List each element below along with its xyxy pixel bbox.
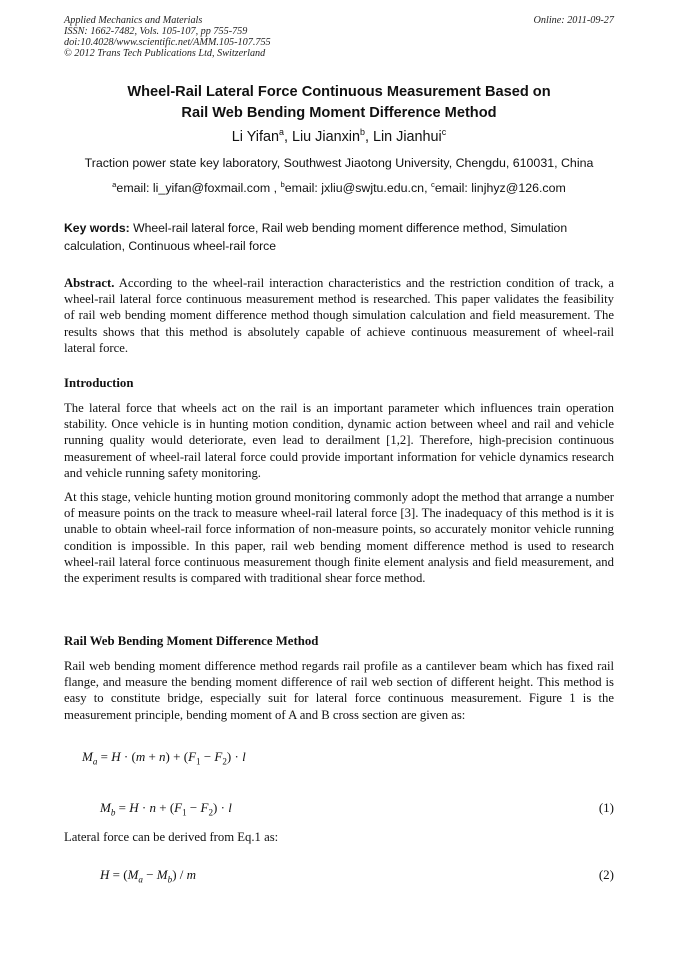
- email-sup: a: [112, 179, 117, 189]
- author-sup: a: [279, 127, 284, 138]
- author-name: Lin Jianhui: [372, 129, 442, 145]
- section-heading-introduction: Introduction: [64, 376, 134, 390]
- equation-number-1: (1): [598, 800, 614, 815]
- email-sup: b: [280, 179, 285, 189]
- equation-mb: $M_b = H \cdot n + (F_1 - F_2) \cdot l$: [100, 800, 232, 818]
- equation-number-2: (2): [598, 867, 614, 882]
- author-sup: b: [359, 127, 365, 138]
- email-a[interactable]: email: li_yifan@foxmail.com: [116, 181, 271, 195]
- intro-paragraph-2: At this stage, vehicle hunting motion ground monitoring commonly adopt the method that arrange a number of measure points on the track to measure wheel-rail lateral force [3]. The inadequacy of this method is it is unable to obtain wheel-rail force information of non-measure points, so accurately monitor vehicle running condition is impossible. In this paper, rail web bending moment difference method is used to research wheel-rail lateral force continuous measurement though finite element analysis and field measurement, and the experiment results is compared with traditional shear force method.: [64, 490, 614, 586]
- doi-line[interactable]: doi:10.4028/www.scientific.net/AMM.105-107.755: [64, 37, 271, 48]
- email-c[interactable]: email: linjhyz@126.com: [434, 181, 566, 195]
- title-line-2: Rail Web Bending Moment Difference Method: [181, 105, 497, 121]
- journal-header: [64, 15, 271, 59]
- abstract-text: According to the wheel-rail interaction characteristics and the restriction condition of track, a wheel-rail lateral force continuous measurement method is researched. This paper validates the feasibility of rail web bending moment difference method though simulation calculation and field measurement. The results shows that this method is absolutely capable of achieve continuous measurement of wheel-rail lateral force.: [64, 276, 614, 355]
- online-date: Online: 2011-09-27: [533, 15, 614, 26]
- abstract-label: Abstract.: [64, 276, 115, 290]
- email-sup: c: [430, 179, 435, 189]
- journal-name: Applied Mechanics and Materials: [64, 15, 203, 26]
- method-paragraph-1: Rail web bending moment difference method regards rail profile as a cantilever beam which has fixed rail flange, and measure the bending moment difference of rail web section of different height. This method is easy to constitute bridge, especially suit for lateral force continuous measurement. Figure 1 is the measurement principle, bending moment of A and B cross section are given as:: [64, 659, 614, 722]
- intro-paragraph-1: The lateral force that wheels act on the rail is an important parameter which influences train operation stability. Once vehicle is in hunting motion condition, dynamic action between wheel and rail and vehicle running quality would deteriorate, even lead to derailment [1,2]. Therefore, high-precision continuous measurement of wheel-rail lateral force could provide important information for vehicle dynamics research and vehicle running safety monitoring.: [64, 401, 614, 480]
- abstract: [64, 275, 614, 356]
- derive-text: Lateral force can be derived from Eq.1 as:: [64, 830, 279, 844]
- email-b[interactable]: email: jxliu@swjtu.edu.cn: [284, 181, 425, 195]
- copyright-line: © 2012 Trans Tech Publications Ltd, Switzerland: [64, 48, 266, 59]
- title-line-1: Wheel-Rail Lateral Force Continuous Measurement Based on: [127, 84, 551, 100]
- author-name: Liu Jianxin: [291, 129, 360, 145]
- paper-title: [40, 82, 638, 124]
- section-heading-method: Rail Web Bending Moment Difference Method: [64, 634, 319, 648]
- author-list: Li Yifan$^a$, Liu Jianxin$^b$, Lin Jianhui$^c$: [231, 127, 447, 145]
- author-name: Li Yifan: [231, 129, 279, 145]
- affiliation: Traction power state key laboratory, Southwest Jiaotong University, Chengdu, 610031, China: [84, 156, 594, 170]
- equation-h: $H = (M_a - M_b) / m$: [100, 867, 197, 885]
- keywords-text: Wheel-rail lateral force, Rail web bending moment difference method, Simulation calculation, Continuous wheel-rail force: [64, 221, 568, 253]
- keywords: [64, 219, 614, 255]
- email-list: $^a$email: li_yifan@foxmail.com , $^b$email: jxliu@swjtu.edu.cn, $^c$email: linjhyz@126.com: [112, 179, 566, 195]
- issn-line: ISSN: 1662-7482, Vols. 105-107, pp 755-759: [64, 26, 248, 37]
- author-sup: c: [441, 127, 447, 138]
- keywords-label: Key words:: [64, 221, 130, 235]
- equation-ma: $M_a = H \cdot (m + n) + (F_1 - F_2) \cdot l$: [82, 749, 246, 767]
